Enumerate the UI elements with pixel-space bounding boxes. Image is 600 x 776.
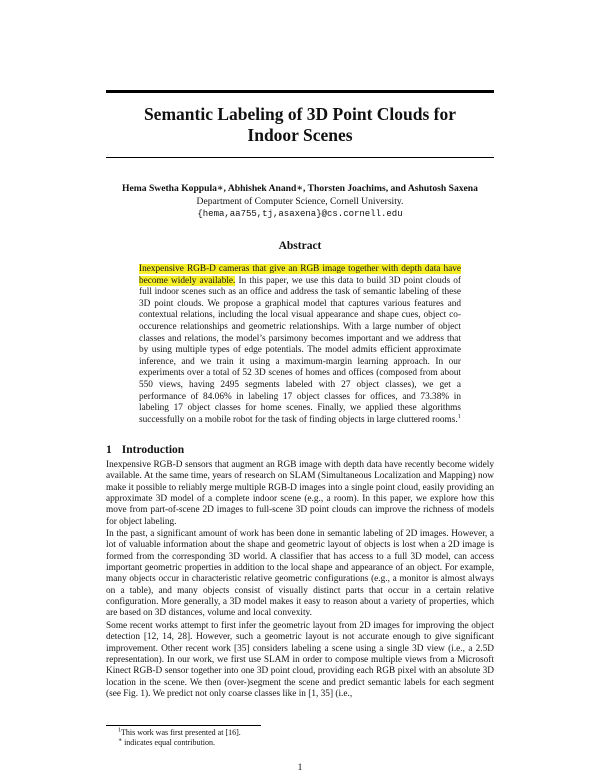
introduction-body (106, 460, 494, 701)
author-names: Hema Swetha Koppula∗, Abhishek Anand∗, Thorsten Joachims, and Ashutosh Saxena (122, 183, 478, 194)
title-top-rule (106, 90, 494, 93)
section-heading-introduction (106, 444, 184, 456)
intro-paragraph-3: Some recent works attempt to first infer the geometric layout from 2D images for improving the object detection [12, 14, 28]. However, such a geometric layout is not accurate enough to give significant improvement. Other recent work [35] considers labeling a scene using a single 3D view (i.e., a 2.5D representation). In our work, we first use SLAM in order to compose multiple views from a Microsoft Kinect RGB-D sensor together into one 3D point cloud, providing each RGB pixel with an absolute 3D location in the scene. We then (over-)segment the scene and predict semantic labels for each segment (see Fig. 1). We predict not only coarse classes like in [1, 35] (i.e., (106, 620, 494, 699)
footnote-2-mark: ∗ (118, 737, 123, 744)
footnote-1 (118, 728, 241, 738)
abstract-heading: Abstract (278, 240, 322, 252)
title-bottom-rule (106, 157, 494, 158)
footnote-2-text: indicates equal contribution. (124, 738, 215, 747)
title-line-2: Indoor Scenes (247, 125, 353, 145)
footnote-1-text: This work was first presented at [16]. (121, 728, 241, 737)
author-emails: {hema,aa755,tj,asaxena}@cs.cornell.edu (197, 209, 403, 219)
author-block (106, 183, 494, 221)
abstract-text (139, 264, 461, 426)
title-line-1: Semantic Labeling of 3D Point Clouds for (143, 104, 457, 124)
abstract-body: In this paper, we use this data to build 3D point clouds of full indoor scenes such as an office and address the task of semantic labeling of these 3D point clouds. We propose a graphical model that captures various features and contextual relations, including the local visual appearance and shape cues, object co-occurence relationships and geometric relationships. With a large number of object classes and relations, the model’s parsimony becomes important and we address that by using multiple types of edge potentials. The model admits efficient approximate inference, and we train it using a maximum-margin learning approach. In our experiments over a total of 52 3D scenes of homes and offices (composed from about 550 views, having 2495 segments labeled with 27 object classes), we get a performance of 84.06% in labeling 17 object classes for offices, and 73.38% in labeling 17 object classes for home scenes. Finally, we applied these algorithms successfully on a mobile robot for the task of finding objects in large cluttered rooms. (139, 275, 461, 425)
affiliation: Department of Computer Science, Cornell University. (196, 195, 404, 207)
footnotes (118, 728, 241, 748)
intro-paragraph-2: In the past, a significant amount of work has been done in semantic labeling of 2D images. However, a lot of valuable information about the shape and geometric layout of objects is lost when a 2D image is formed from the corresponding 3D world. A classifier that has access to a full 3D model, can access important geometric properties in addition to the local shape and appearance of an object. For example, many objects occur in characteristic relative geometric configurations (e.g., a monitor is almost always on a table), and many objects consist of visually distinct parts that occur in a certain relative configuration. More generally, a 3D model makes it easy to reason about a variety of properties, which are based on 3D distances, volume and local convexity. (106, 529, 494, 619)
intro-paragraph-1: Inexpensive RGB-D sensors that augment an RGB image with depth data have recently become widely available. At the same time, years of research on SLAM (Simultaneous Localization and Mapping) now make it possible to reliably merge multiple RGB-D images into a single point cloud, easily providing an approximate 3D model of a complete indoor scene (e.g., a room). In this paper, we explore how this move from part-of-scene 2D images to full-scene 3D point clouds can improve the richness of models for object labeling. (106, 460, 494, 527)
footnote-1-mark: 1 (118, 727, 121, 734)
footnote-2 (118, 738, 241, 748)
paper-title (106, 104, 494, 146)
section-number: 1 (106, 444, 112, 456)
section-title: Introduction (121, 444, 185, 456)
page-number: 1 (297, 763, 303, 773)
abstract-footnote-mark: 1 (457, 413, 461, 420)
footnote-rule (106, 725, 261, 726)
abstract-highlight: Inexpensive RGB-D cameras that give an RGB image together with depth data have become widely available. (139, 264, 461, 286)
